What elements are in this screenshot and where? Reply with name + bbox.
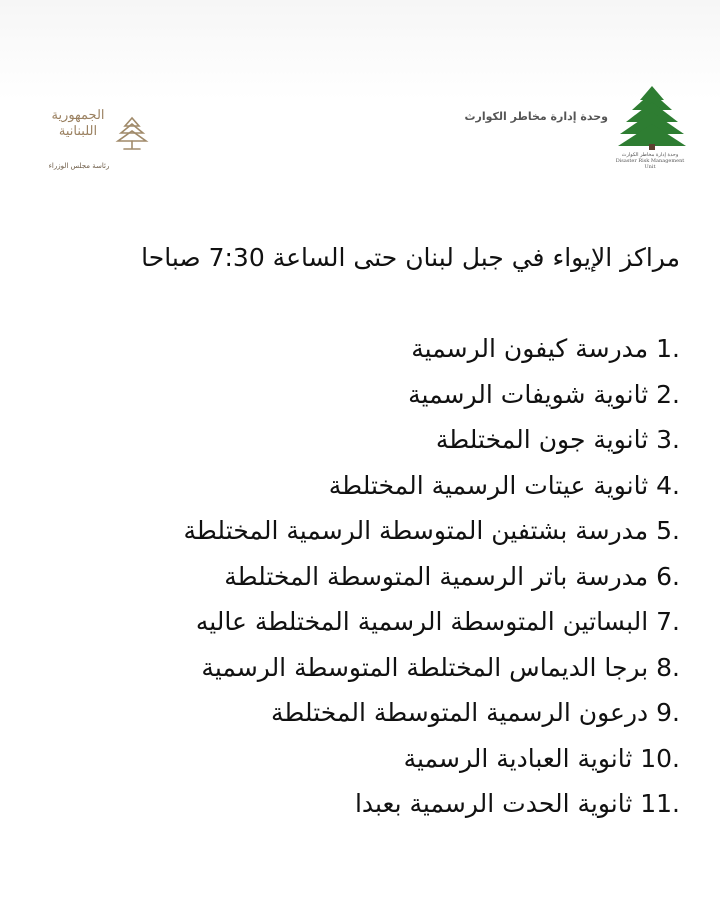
list-item — [40, 372, 680, 418]
item-text: مدرسة بشتفين المتوسطة الرسمية المختلطة — [183, 516, 649, 545]
item-number: 9. — [656, 698, 680, 727]
drm-unit-header — [430, 82, 690, 172]
presidency-calligraphy — [48, 108, 108, 140]
item-number: 3. — [656, 425, 680, 454]
list-item — [40, 599, 680, 645]
page-title: مراكز الإيواء في جبل لبنان حتى الساعة 7:30 صباحا — [141, 243, 680, 272]
list-item — [40, 736, 680, 782]
drm-logo-caption — [612, 152, 688, 170]
item-number: 6. — [656, 561, 680, 591]
item-number: 11. — [640, 789, 680, 818]
item-text: برجا الديماس المختلطة المتوسطة الرسمية — [201, 652, 649, 682]
item-text: مدرسة باتر الرسمية المتوسطة المختلطة — [224, 561, 649, 591]
presidency-calligraphy-line1: الجمهورية — [51, 108, 105, 123]
list-item — [40, 417, 680, 463]
item-number: 8. — [656, 652, 680, 682]
item-text: ثانوية جون المختلطة — [435, 425, 649, 454]
item-text: ثانوية الحدت الرسمية بعبدا — [354, 789, 633, 818]
presidency-header — [48, 106, 158, 186]
presidency-calligraphy-line2: اللبنانية — [58, 124, 98, 139]
item-text: مدرسة كيفون الرسمية — [411, 334, 649, 363]
drm-unit-title: وحدة إدارة مخاطر الكوارث — [464, 110, 608, 123]
list-item — [40, 554, 680, 600]
item-text: درعون الرسمية المتوسطة المختلطة — [271, 698, 649, 727]
item-number: 4. — [656, 470, 680, 500]
list-item — [40, 645, 680, 691]
item-number: 5. — [656, 516, 680, 545]
list-item — [40, 690, 680, 736]
item-number: 1. — [656, 334, 680, 363]
presidency-subtitle: رئاسة مجلس الوزراء — [48, 162, 110, 170]
item-text: ثانوية عيتات الرسمية المختلطة — [328, 470, 649, 500]
item-number: 7. — [656, 607, 680, 636]
item-number: 10. — [640, 743, 680, 773]
list-item — [40, 508, 680, 554]
drm-logo-caption-ar: وحدة إدارة مخاطر الكوارث — [621, 152, 679, 158]
list-item — [40, 781, 680, 827]
item-text: البساتين المتوسطة الرسمية المختلطة عاليه — [195, 607, 649, 636]
list-item — [40, 326, 680, 372]
drm-logo-caption-en: Disaster Risk Management Unit — [615, 158, 685, 170]
shelter-centers-list — [40, 326, 680, 827]
cedar-emblem-icon — [112, 114, 152, 154]
item-text: ثانوية شويفات الرسمية — [408, 379, 649, 409]
item-number: 2. — [656, 379, 680, 409]
item-text: ثانوية العبادية الرسمية — [403, 743, 633, 773]
list-item — [40, 463, 680, 509]
